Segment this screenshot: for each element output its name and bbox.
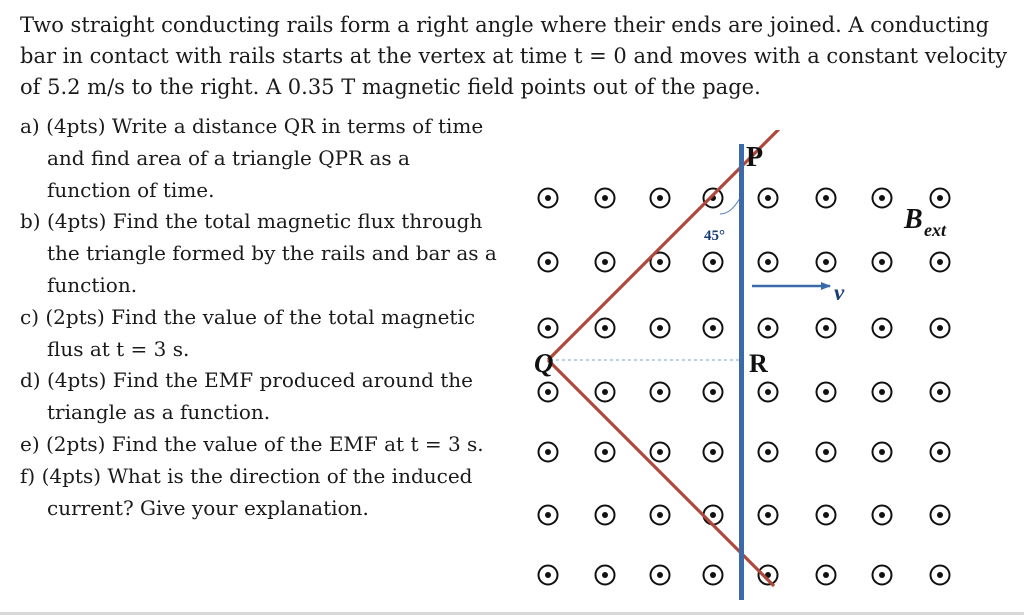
- field-dot: [651, 319, 670, 338]
- field-dot: [759, 319, 778, 338]
- field-dot: [596, 189, 615, 208]
- field-dot: [873, 506, 892, 525]
- field-dot: [759, 383, 778, 402]
- field-dot: [704, 506, 723, 525]
- field-dot: [596, 319, 615, 338]
- field-dot: [651, 506, 670, 525]
- question-d-text: (4pts) Find the EMF produced around the triangle as a function.: [46, 368, 473, 425]
- label-angle: 45°: [704, 228, 725, 244]
- field-dot: [596, 443, 615, 462]
- field-dot: [873, 566, 892, 585]
- field-dot: [873, 253, 892, 272]
- field-dot: [539, 189, 558, 208]
- field-dot: [873, 189, 892, 208]
- field-dot: [651, 443, 670, 462]
- field-dot: [596, 566, 615, 585]
- question-b-label: b): [20, 209, 41, 234]
- field-dot: [704, 319, 723, 338]
- field-dot: [759, 253, 778, 272]
- field-dot: [539, 319, 558, 338]
- field-dot: [539, 506, 558, 525]
- field-dot: [651, 566, 670, 585]
- question-c: [20, 302, 500, 366]
- field-dot: [539, 383, 558, 402]
- field-dot: [931, 443, 950, 462]
- label-r: R: [749, 349, 768, 378]
- rails-diagram: [520, 130, 1000, 600]
- question-f-label: f): [20, 463, 36, 488]
- rails-figure: [520, 130, 1000, 600]
- field-dot: [873, 443, 892, 462]
- question-e-label: e): [20, 431, 40, 456]
- problem-intro: [20, 4, 1010, 103]
- label-b: B: [904, 204, 923, 235]
- field-dot: [931, 319, 950, 338]
- field-dot: [539, 566, 558, 585]
- field-dot: [759, 443, 778, 462]
- field-dot: [873, 383, 892, 402]
- label-q: Q: [534, 348, 554, 378]
- field-dot: [817, 566, 836, 585]
- field-dot: [931, 253, 950, 272]
- question-list: [20, 111, 500, 524]
- question-b-text: (4pts) Find the total magnetic flux through the triangle formed by the rails and bar as a function.: [46, 209, 497, 297]
- problem-intro-text: Two straight conducting rails form a right angle where their ends are joined. A conducting bar in contact with rails starts at the vertex at time t = 0 and moves with a constant velocity of 5.2 m/s to the right. A 0.35 T magnetic field points out of the page.: [20, 13, 1008, 99]
- field-dot: [539, 253, 558, 272]
- question-a-text: (4pts) Write a distance QR in terms of time and find area of a triangle QPR as a function of time.: [46, 114, 484, 202]
- field-dot: [759, 189, 778, 208]
- conducting-bar: [739, 144, 744, 600]
- question-e-text: (2pts) Find the value of the EMF at t = 3 s.: [46, 431, 484, 456]
- field-dot: [704, 383, 723, 402]
- field-dot: [817, 253, 836, 272]
- field-dot: [931, 189, 950, 208]
- field-dot: [651, 383, 670, 402]
- field-dot: [759, 506, 778, 525]
- field-dot: [596, 383, 615, 402]
- cropped-top-line: [20, 4, 1010, 10]
- field-dot: [931, 506, 950, 525]
- field-dot: [704, 253, 723, 272]
- field-dot: [931, 566, 950, 585]
- field-dot: [704, 566, 723, 585]
- question-d-label: d): [20, 368, 41, 393]
- field-dot: [704, 189, 723, 208]
- label-b-subscript: ext: [924, 220, 946, 240]
- field-dot: [817, 443, 836, 462]
- field-dot: [817, 319, 836, 338]
- field-dot: [817, 383, 836, 402]
- field-dot: [539, 443, 558, 462]
- field-dot: [817, 506, 836, 525]
- field-dot: [817, 189, 836, 208]
- field-dot: [596, 506, 615, 525]
- question-c-label: c): [20, 304, 40, 329]
- question-e: [20, 429, 500, 461]
- question-c-text: (2pts) Find the value of the total magnetic flus at t = 3 s.: [45, 304, 476, 361]
- question-a-label: a): [20, 114, 40, 138]
- field-dot: [873, 319, 892, 338]
- label-p: P: [746, 142, 764, 173]
- question-a: [20, 111, 500, 206]
- label-velocity: v: [834, 280, 845, 305]
- field-dot: [931, 383, 950, 402]
- question-d: [20, 365, 500, 429]
- question-f: [20, 461, 500, 525]
- field-dot: [651, 189, 670, 208]
- question-f-text: (4pts) What is the direction of the induced current? Give your explanation.: [41, 463, 473, 520]
- field-dot: [596, 253, 615, 272]
- question-b: [20, 206, 500, 301]
- field-dot: [704, 443, 723, 462]
